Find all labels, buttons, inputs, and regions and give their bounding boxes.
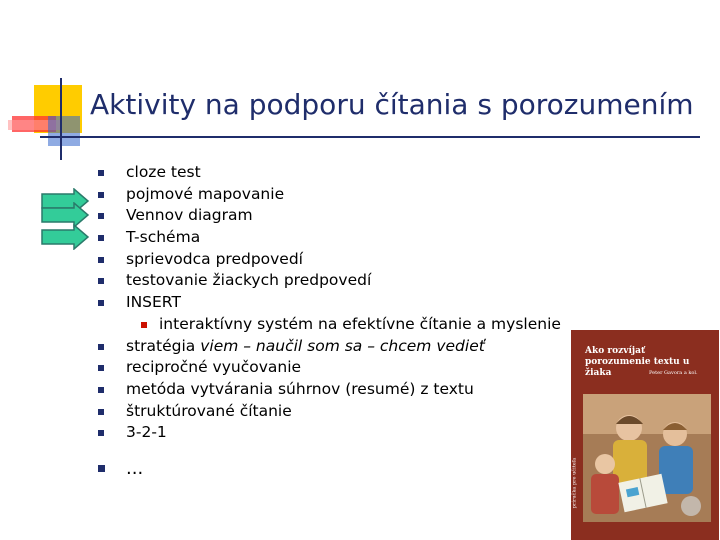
bullet-icon <box>98 257 104 263</box>
bullet-icon <box>98 235 104 241</box>
book-spine-text: príručka pre učiteľa <box>571 457 578 509</box>
title-rule <box>40 136 700 138</box>
bullet-icon <box>98 465 105 472</box>
book-photo <box>583 394 711 522</box>
bullet-icon <box>98 344 104 350</box>
bullet-icon <box>98 430 104 436</box>
book-title: Ako rozvíjať porozumenie textu u žiaka <box>585 346 690 378</box>
bullet-icon <box>98 170 104 176</box>
bullet-icon <box>98 387 104 393</box>
bullet-icon <box>98 278 104 284</box>
bullet-icon <box>98 300 104 306</box>
bullet-icon <box>98 192 104 198</box>
arrow-icon <box>40 224 90 250</box>
deco-vertical-line <box>60 78 62 160</box>
slide-title: Aktivity na podporu čítania s porozumením <box>90 88 694 121</box>
deco-blue-square <box>48 116 80 146</box>
book-cover-image <box>571 330 719 540</box>
book-author: Peter Gavora a kol. <box>649 370 698 376</box>
children-reading-illustration <box>583 394 711 522</box>
bullet-icon <box>98 409 104 415</box>
sub-bullet-icon <box>141 322 147 328</box>
bullet-icon <box>98 365 104 371</box>
bullet-icon <box>98 213 104 219</box>
